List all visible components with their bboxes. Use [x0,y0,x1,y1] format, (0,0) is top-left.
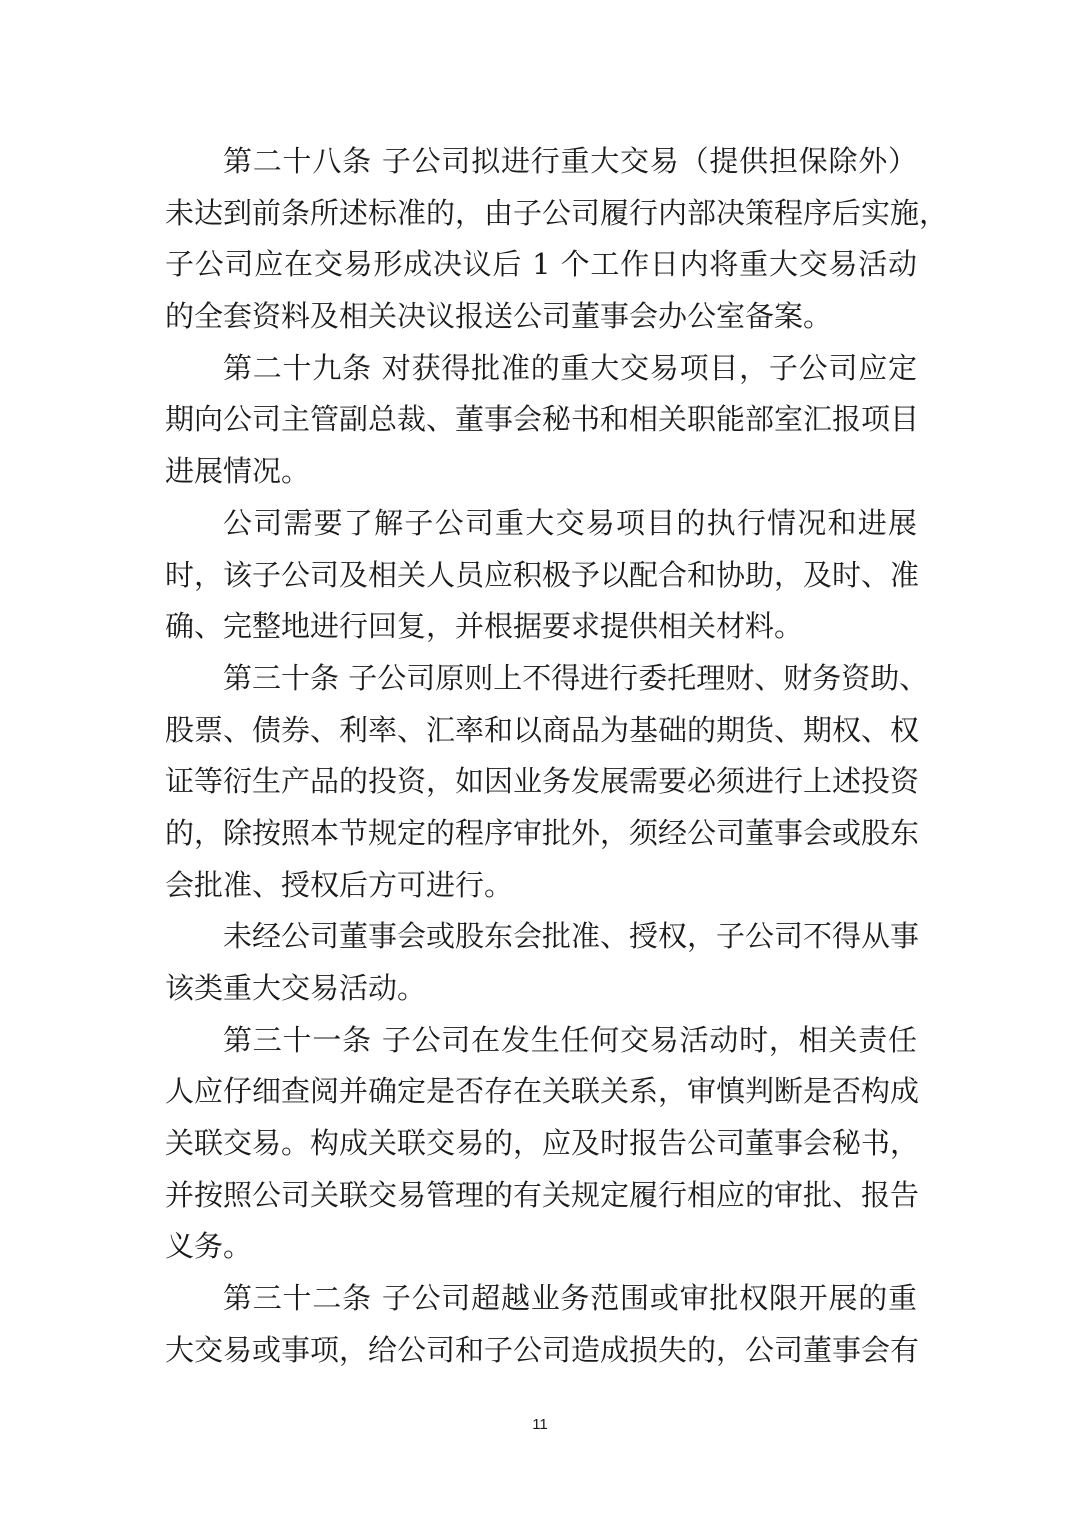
paragraph-article-30 [165,653,929,911]
text-line: 时，该子公司及相关人员应积极予以配合和协助，及时、准 [165,557,920,592]
text-line: 大交易或事项，给公司和子公司造成损失的，公司董事会有 [165,1332,920,1367]
text-line: 第三十一条 子公司在发生任何交易活动时，相关责任 [223,1022,917,1057]
text-line: 的全套资料及相关决议报送公司董事会办公室备案。 [165,299,833,334]
text-line: 第二十九条 对获得批准的重大交易项目，子公司应定 [223,350,917,385]
text-line: 第三十二条 子公司超越业务范围或审批权限开展的重 [223,1281,917,1316]
text-line: 第三十条 子公司原则上不得进行委托理财、财务资助、 [223,660,929,695]
paragraph-article-31 [165,1015,920,1273]
text-line: 该类重大交易活动。 [165,971,427,1005]
text-line: 并按照公司关联交易管理的有关规定履行相应的审批、报告 [165,1177,920,1212]
text-line: 确、完整地进行回复，并根据要求提供相关材料。 [165,609,804,644]
text-line: 第二十八条 子公司拟进行重大交易（提供担保除外） [223,144,917,178]
body-text [165,136,949,1377]
text-line: 义务。 [165,1229,253,1264]
text-line: 子公司应在交易形成决议后 1 个工作日内将重大交易活动 [165,247,917,282]
page-number: 11 [532,1416,548,1433]
paragraph-article-29-cont [165,498,920,653]
paragraph-article-28 [165,136,949,343]
text-line: 未达到前条所述标准的，由子公司履行内部决策程序后实施， [165,195,949,230]
text-line: 人应仔细查阅并确定是否存在关联关系，审慎判断是否构成 [165,1074,920,1109]
text-line: 进展情况。 [165,454,311,489]
text-line: 证等衍生产品的投资，如因业务发展需要必须进行上述投资 [165,764,920,799]
text-line: 未经公司董事会或股东会批准、授权，子公司不得从事 [223,919,920,954]
text-line: 关联交易。构成关联交易的，应及时报告公司董事会秘书， [165,1126,920,1161]
text-line: 会批准、授权后方可进行。 [165,867,514,902]
text-line: 的，除按照本节规定的程序审批外，须经公司董事会或股东 [165,815,920,850]
paragraph-article-30-cont [165,911,920,1014]
paragraph-article-29 [165,343,920,498]
text-line: 期向公司主管副总裁、董事会秘书和相关职能部室汇报项目 [165,402,920,437]
text-line: 公司需要了解子公司重大交易项目的执行情况和进展 [223,505,917,540]
paragraph-article-32 [165,1273,920,1376]
text-line: 股票、债券、利率、汇率和以商品为基础的期货、期权、权 [165,712,920,747]
